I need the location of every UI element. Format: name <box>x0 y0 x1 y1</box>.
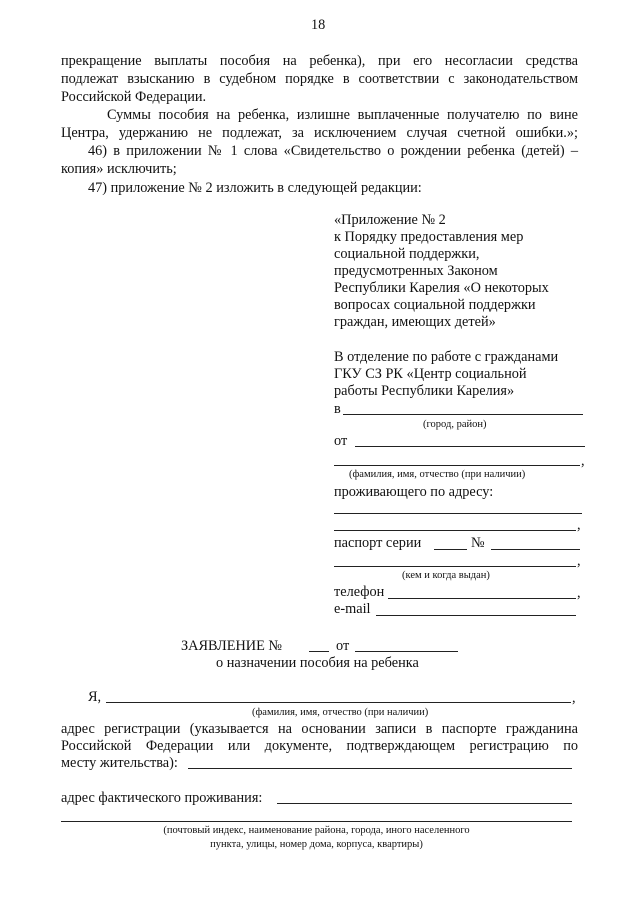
from-prefix: от <box>334 433 348 449</box>
fio-hint: (фамилия, имя, отчество (при наличии) <box>252 707 429 718</box>
comma: , <box>577 553 581 569</box>
email-field[interactable] <box>376 615 576 616</box>
paragraph-line: 47) приложение № 2 изложить в следующей редакции: <box>88 180 422 196</box>
address-hint: (почтовый индекс, наименование района, города, иного населенного <box>163 825 470 836</box>
appendix-line: вопросах социальной поддержки <box>334 297 536 313</box>
passport-series-field[interactable] <box>434 549 467 550</box>
application-number-field[interactable] <box>309 651 329 652</box>
actual-address-field-2[interactable] <box>61 821 572 822</box>
address-field-2[interactable] <box>334 530 576 531</box>
declarant-name-field[interactable] <box>106 702 571 703</box>
city-prefix: в <box>334 401 341 417</box>
application-date-field[interactable] <box>355 651 458 652</box>
comma: , <box>577 585 581 601</box>
appendix-line: граждан, имеющих детей» <box>334 314 496 330</box>
appendix-line: предусмотренных Законом <box>334 263 498 279</box>
i-prefix: Я, <box>88 689 102 705</box>
appendix-line: «Приложение № 2 <box>334 212 446 228</box>
passport-series-label: паспорт серии <box>334 535 422 551</box>
city-field[interactable] <box>343 414 583 415</box>
registration-line: Российской Федерации или документе, подтверждающем регистрацию по <box>61 738 578 754</box>
paragraph-line: прекращение выплаты пособия на ребенка), при его несогласии средства <box>61 53 578 69</box>
actual-address-label: адрес фактического проживания: <box>61 790 263 806</box>
address-field-1[interactable] <box>334 513 582 514</box>
appendix-line: к Порядку предоставления мер <box>334 229 524 245</box>
comma: , <box>572 690 576 706</box>
appendix-line: социальной поддержки, <box>334 246 480 262</box>
comma: , <box>581 453 585 469</box>
comma: , <box>577 517 581 533</box>
addressee-line: В отделение по работе с гражданами <box>334 349 559 365</box>
addressee-line: работы Республики Карелия» <box>334 383 515 399</box>
registration-line: месту жительства): <box>61 755 178 771</box>
paragraph-line: Суммы пособия на ребенка, излишне выплаченные получателю по вине <box>107 107 578 123</box>
residing-label: проживающего по адресу: <box>334 484 494 500</box>
application-subtitle: о назначении пособия на ребенка <box>216 655 419 671</box>
paragraph-line: 46) в приложении № 1 слова «Свидетельство о рождении ребенка (детей) – <box>88 143 578 159</box>
registration-address-field[interactable] <box>188 768 572 769</box>
paragraph-line: Центра, удержанию не подлежат, за исключением случая счетной ошибки.»; <box>61 125 578 141</box>
applicant-name-field-2[interactable] <box>334 465 580 466</box>
paragraph-line: Российской Федерации. <box>61 89 207 105</box>
application-from: от <box>336 638 350 654</box>
paragraph-line: подлежат взысканию в судебном порядке в соответствии с законодательством <box>61 71 578 87</box>
passport-number-field[interactable] <box>491 549 580 550</box>
passport-number-label: № <box>471 535 485 551</box>
phone-label: телефон <box>334 584 385 600</box>
application-title: ЗАЯВЛЕНИЕ № <box>181 638 283 654</box>
actual-address-field-1[interactable] <box>277 803 572 804</box>
passport-issued-field[interactable] <box>334 566 576 567</box>
registration-line: адрес регистрации (указывается на основании записи в паспорте гражданина <box>61 721 578 737</box>
email-label: e-mail <box>334 601 371 617</box>
phone-field[interactable] <box>388 598 576 599</box>
fio-hint: (фамилия, имя, отчество (при наличии) <box>349 469 526 480</box>
issued-hint: (кем и когда выдан) <box>402 570 490 581</box>
city-hint: (город, район) <box>423 419 487 430</box>
page-number: 18 <box>311 17 326 33</box>
appendix-line: Республики Карелия «О некоторых <box>334 280 549 296</box>
addressee-line: ГКУ СЗ РК «Центр социальной <box>334 366 527 382</box>
paragraph-line: копия» исключить; <box>61 161 177 177</box>
applicant-name-field-1[interactable] <box>355 446 585 447</box>
address-hint: пункта, улицы, номер дома, корпуса, квартиры) <box>210 839 423 850</box>
